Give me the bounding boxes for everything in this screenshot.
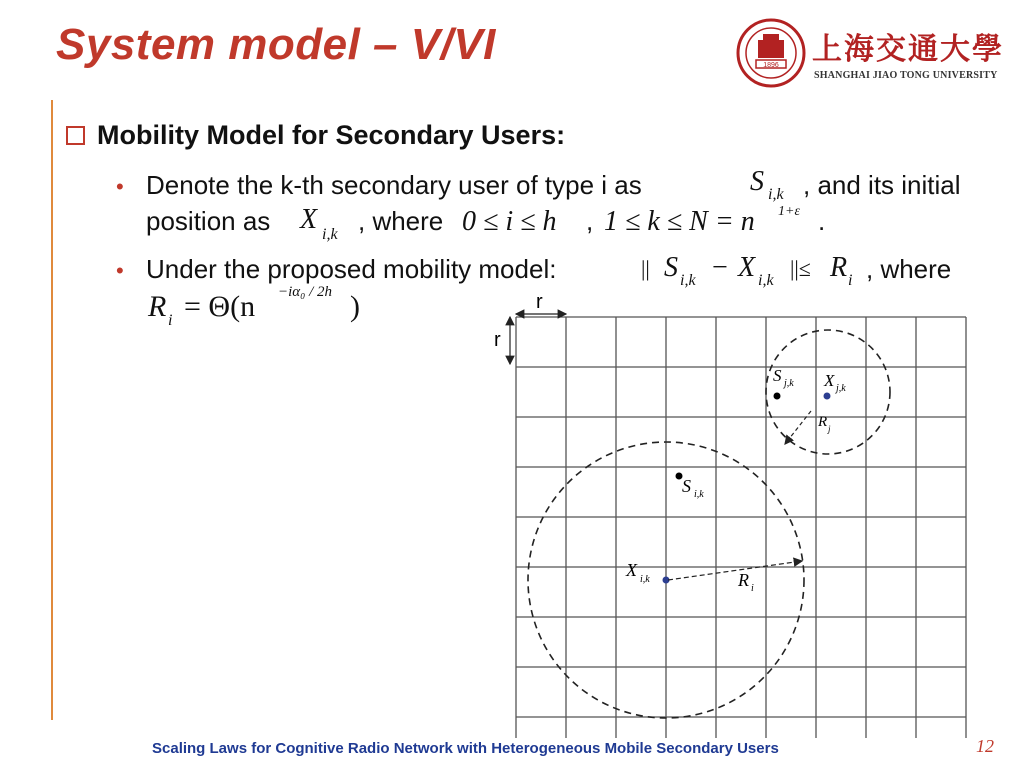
label-r-top: r <box>536 291 543 313</box>
section-heading <box>66 120 565 151</box>
checkbox-bullet-icon <box>66 126 85 145</box>
bullet2-text-a: Under the proposed mobility model: <box>146 254 557 284</box>
math-Ri-sup: −iα₀ / 2h <box>278 284 333 300</box>
bullet-dot-icon: • <box>116 174 124 199</box>
bullet1-text-e: , <box>586 206 594 236</box>
label-R-j: R <box>818 414 828 430</box>
bullet2-text-b: , where <box>866 254 952 284</box>
grid-lines <box>516 317 966 738</box>
label-S-ik-sub: i,k <box>694 489 704 500</box>
logo-english-name: SHANGHAI JIAO TONG UNIVERSITY <box>814 70 998 81</box>
page-number: 12 <box>976 736 994 756</box>
seal-year: 1896 <box>763 62 779 69</box>
mobility-grid-figure <box>470 288 990 738</box>
math-S2: S <box>664 252 678 283</box>
math-R-sub: i <box>848 272 853 289</box>
math-condition-k: 1 ≤ k ≤ N = n <box>604 206 755 237</box>
label-X-jk-sub: j,k <box>836 383 846 394</box>
logo-chinese-name: 上海交通大學 <box>812 32 1004 67</box>
label-R-i-sub: i <box>751 583 754 594</box>
heading-text: Mobility Model for Secondary Users: <box>97 120 566 150</box>
label-r-left: r <box>494 329 501 351</box>
math-Ri-close: ) <box>350 290 360 323</box>
label-X-jk: X <box>824 371 835 390</box>
math-S: S <box>750 166 764 197</box>
math-Ri-sub: i <box>168 312 173 329</box>
label-R-i: R <box>738 570 749 590</box>
slide-title: System model – V/VI <box>56 20 496 69</box>
label-R-j-sub: j <box>828 424 831 434</box>
label-S-jk: S <box>773 366 782 385</box>
university-logo <box>736 14 1006 94</box>
bullet1-text-a: Denote the k-th secondary user of type i as <box>146 170 642 200</box>
radius-arrow-i <box>668 561 802 580</box>
bullet1-text-b: , and its initial <box>803 170 961 200</box>
math-Ri: R <box>148 290 167 323</box>
math-norm-close: ||≤ <box>790 256 811 281</box>
label-X-ik: X <box>626 560 637 580</box>
bullet1-text-c: position as <box>146 206 271 236</box>
label-X-ik-sub: i,k <box>640 574 650 585</box>
math-minus: − <box>712 252 728 283</box>
university-seal-icon <box>736 18 806 88</box>
math-S2-sub: i,k <box>680 272 696 289</box>
math-R: R <box>830 252 848 283</box>
math-condition-i: 0 ≤ i ≤ h <box>462 206 557 237</box>
accent-divider <box>51 100 53 720</box>
bullet-dot-icon: • <box>116 258 124 283</box>
radius-arrow-j <box>785 411 811 444</box>
mobility-circle-j <box>766 330 890 454</box>
bullet1-text-f: . <box>818 206 826 236</box>
bullet1-text-d: , where <box>358 206 444 236</box>
grid-diagram <box>470 288 990 738</box>
point-X-jk <box>824 393 831 400</box>
math-X: X <box>300 204 318 235</box>
math-condition-k-sup: 1+ε <box>778 204 800 219</box>
math-Ri-eq: = Θ(n <box>184 290 256 323</box>
math-norm-open: || <box>641 256 650 281</box>
math-X2-sub: i,k <box>758 272 774 289</box>
point-S-jk <box>774 393 781 400</box>
label-S-jk-sub: j,k <box>784 378 794 389</box>
label-S-ik: S <box>682 476 691 496</box>
math-S-sub: i,k <box>768 186 784 203</box>
math-X-sub: i,k <box>322 226 338 243</box>
math-X2: X <box>738 252 756 283</box>
slide-footer: Scaling Laws for Cognitive Radio Network with Heterogeneous Mobile Secondary Users <box>152 740 779 757</box>
